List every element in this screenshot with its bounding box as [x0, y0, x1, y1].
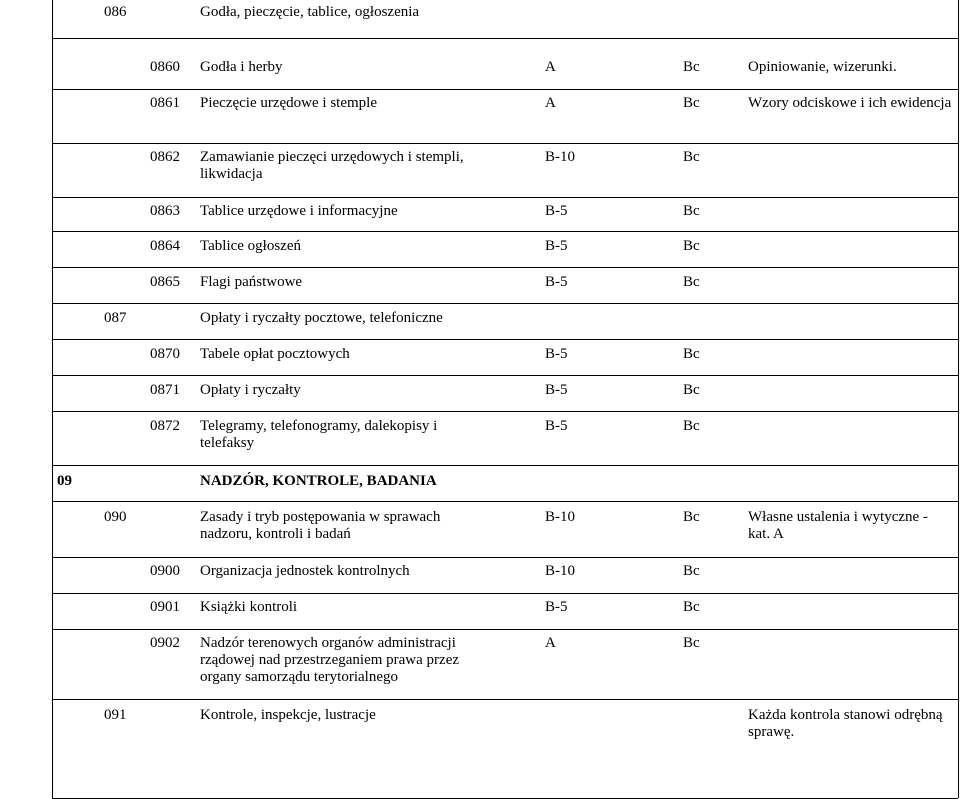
cell-kat2: Bc	[683, 563, 700, 579]
cell-notes: Opiniowanie, wizerunki.	[748, 59, 897, 75]
table-border-right	[958, 0, 959, 798]
cell-col2: 0901	[150, 599, 180, 615]
row-separator	[52, 303, 958, 304]
cell-kat2: Bc	[683, 59, 700, 75]
cell-desc: Kontrole, inspekcje, lustracje	[200, 707, 376, 723]
cell-kat1: B-5	[545, 274, 568, 290]
cell-desc: Flagi państwowe	[200, 274, 303, 290]
row-separator	[52, 267, 958, 268]
cell-kat1: B-5	[545, 238, 568, 254]
cell-kat2: Bc	[683, 203, 700, 219]
cell-desc: Organizacja jednostek kontrolnych	[200, 563, 410, 579]
cell-kat2: Bc	[683, 95, 700, 111]
cell-kat1: A	[545, 635, 556, 651]
cell-kat2: Bc	[683, 238, 700, 254]
cell-desc: Zamawianie pieczęci urzędowych i stempli, likwidacja	[200, 149, 464, 182]
cell-kat1: B-5	[545, 203, 568, 219]
cell-desc: Telegramy, telefonogramy, dalekopisy i telefaksy	[200, 418, 438, 451]
cell-kat2: Bc	[683, 599, 700, 615]
cell-kat1: B-10	[545, 149, 575, 165]
cell-col2: 0871	[150, 382, 180, 398]
cell-desc: Godła i herby	[200, 59, 283, 75]
row-separator	[52, 143, 958, 144]
cell-desc: Opłaty i ryczałty pocztowe, telefoniczne	[200, 310, 443, 326]
cell-desc: Zasady i tryb postępowania w sprawach nadzoru, kontroli i badań	[200, 509, 441, 542]
cell-desc: Pieczęcie urzędowe i stemple	[200, 95, 377, 111]
cell-kat2: Bc	[683, 635, 700, 651]
row-separator	[52, 231, 958, 232]
cell-col2: 0902	[150, 635, 180, 651]
row-separator	[52, 629, 958, 630]
cell-col2: 0865	[150, 274, 180, 290]
cell-col2: 0860	[150, 59, 180, 75]
cell-kat2: Bc	[683, 346, 700, 362]
row-separator	[52, 375, 958, 376]
cell-kat1: B-10	[545, 509, 575, 525]
cell-kat1: A	[545, 95, 556, 111]
cell-kat1: B-5	[545, 382, 568, 398]
cell-col2: 0870	[150, 346, 180, 362]
cell-notes: Wzory odciskowe i ich ewidencja	[748, 95, 952, 111]
cell-kat1: B-5	[545, 418, 568, 434]
cell-desc: Nadzór terenowych organów administracji rządowej nad przestrzeganiem prawa przez organy samorządu terytorialnego	[200, 635, 460, 685]
cell-col0: 09	[57, 473, 72, 489]
cell-kat2: Bc	[683, 418, 700, 434]
row-separator	[52, 699, 958, 700]
cell-kat1: B-5	[545, 346, 568, 362]
cell-kat1: A	[545, 59, 556, 75]
cell-kat2: Bc	[683, 274, 700, 290]
cell-kat1: B-5	[545, 599, 568, 615]
cell-kat1: B-10	[545, 563, 575, 579]
table-border-left	[52, 0, 53, 798]
cell-desc: Tablice ogłoszeń	[200, 238, 301, 254]
cell-col1: 091	[104, 707, 127, 723]
cell-col1: 090	[104, 509, 127, 525]
cell-col2: 0863	[150, 203, 180, 219]
row-separator	[52, 593, 958, 594]
row-separator	[52, 557, 958, 558]
cell-desc: Tablice urzędowe i informacyjne	[200, 203, 398, 219]
cell-kat2: Bc	[683, 509, 700, 525]
cell-col2: 0900	[150, 563, 180, 579]
cell-kat2: Bc	[683, 382, 700, 398]
cell-kat2: Bc	[683, 149, 700, 165]
cell-notes: Własne ustalenia i wytyczne - kat. A	[748, 509, 928, 542]
cell-desc: Książki kontroli	[200, 599, 298, 615]
row-separator	[52, 339, 958, 340]
cell-col2: 0862	[150, 149, 180, 165]
row-separator	[52, 501, 958, 502]
cell-col2: 0861	[150, 95, 180, 111]
row-separator	[52, 89, 958, 90]
row-separator	[52, 465, 958, 466]
cell-desc: Opłaty i ryczałty	[200, 382, 301, 398]
cell-col1: 087	[104, 310, 127, 326]
cell-desc: Tabele opłat pocztowych	[200, 346, 350, 362]
cell-col1: 086	[104, 4, 127, 20]
cell-desc: Godła, pieczęcie, tablice, ogłoszenia	[200, 4, 420, 20]
cell-desc: NADZÓR, KONTROLE, BADANIA	[200, 473, 437, 489]
cell-col2: 0872	[150, 418, 180, 434]
row-separator	[52, 411, 958, 412]
row-separator	[52, 38, 958, 39]
cell-col2: 0864	[150, 238, 180, 254]
cell-notes: Każda kontrola stanowi odrębną sprawę.	[748, 707, 943, 740]
row-separator	[52, 197, 958, 198]
